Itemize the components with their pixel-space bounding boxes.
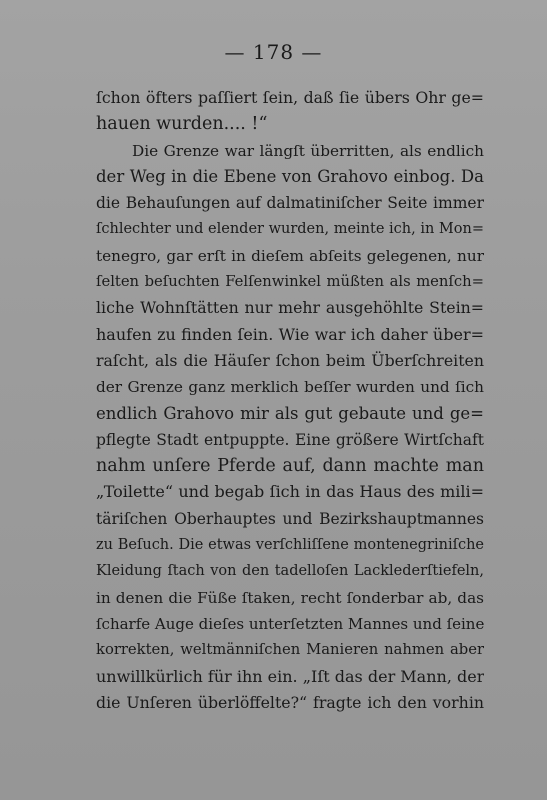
text-line: ſchlechter und elender wurden, meinte ich, in Mon= (96, 221, 484, 238)
text-line: hauen wurden.... !“ (96, 114, 268, 135)
text-line: in denen die Füße ſtaken, recht ſonderbar ab, das (96, 588, 484, 607)
text-line: nahm unſere Pferde auf, dann machte man (96, 456, 484, 477)
text-line: zu Beſuch. Die etwas verſchliſſene montenegriniſche (96, 537, 484, 554)
text-line: die Behauſungen auf dalmatiniſcher Seite immer (96, 194, 484, 213)
text-line: pflegte Stadt entpuppte. Eine größere Wirtſchaft (96, 430, 484, 449)
text-line: „Toilette“ und begab ſich in das Haus des mili= (96, 482, 484, 502)
text-line: täriſchen Oberhauptes und Bezirkshauptmannes (96, 509, 484, 528)
text-line: der Grenze ganz merklich beſſer wurden und ſich (96, 378, 484, 397)
text-line: der Weg in die Ebene von Grahovo einbog. Da (96, 166, 484, 186)
text-line: raſcht, als die Häuſer ſchon beim Überſchreiten (96, 350, 484, 370)
body-text (96, 85, 484, 716)
text-line: ſcharfe Auge dieſes unterſetzten Mannes und ſeine (96, 614, 484, 633)
text-line: liche Wohnſtätten nur mehr ausgehöhlte Stein= (96, 298, 484, 318)
text-line: unwillkürlich für ihn ein. „Iſt das der Mann, der (96, 666, 484, 686)
text-line: korrekten, weltmänniſchen Manieren nahmen aber (96, 641, 484, 659)
page-number: — 178 — (224, 40, 323, 64)
text-line: Die Grenze war längſt überritten, als endlich (132, 141, 484, 160)
text-line: die Unſeren überlöffelte?“ fragte ich den vorhin (96, 692, 484, 712)
text-line: ſelten beſuchten Felſenwinkel müßten als menſch= (96, 273, 484, 291)
text-line: haufen zu finden ſein. Wie war ich daher über= (96, 324, 484, 344)
text-line: Kleidung ſtach von den tadelloſen Lacklederſtiefeln, (96, 563, 484, 580)
text-line: ſchon öfters paſſiert ſein, daß ſie übers Ohr ge= (96, 88, 484, 107)
text-line: endlich Grahovo mir als gut gebaute und ge= (96, 403, 484, 423)
text-line: tenegro, gar erſt in dieſem abſeits gelegenen, nur (96, 246, 484, 265)
